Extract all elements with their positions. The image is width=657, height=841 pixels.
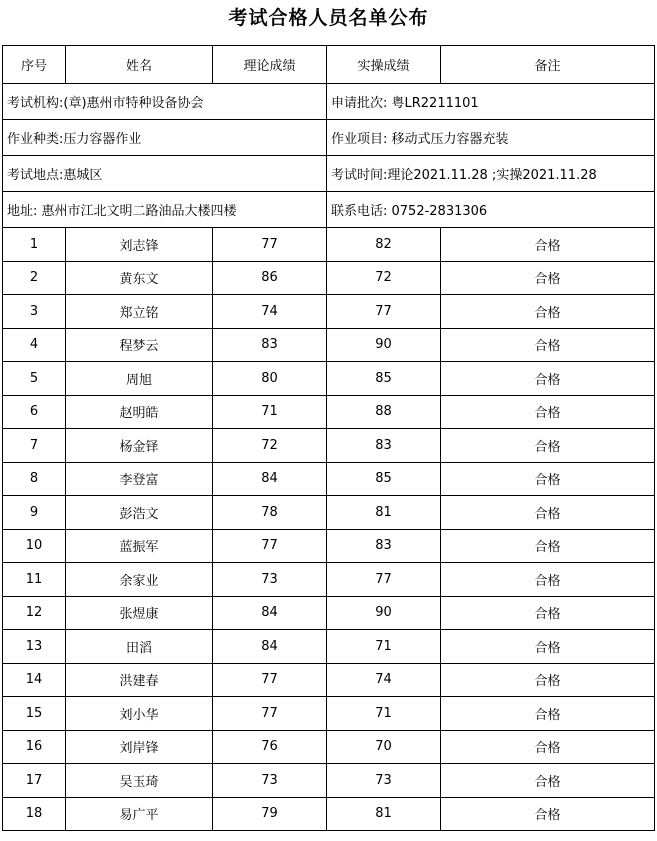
table-row — [3, 295, 655, 329]
table-row — [3, 697, 655, 731]
theory-score-cell: 80 — [213, 362, 327, 396]
table-row — [3, 462, 655, 496]
practical-score-cell: 70 — [327, 730, 441, 764]
practical-score-cell: 90 — [327, 596, 441, 630]
practical-score-cell: 83 — [327, 429, 441, 463]
name-cell: 易广平 — [66, 797, 213, 831]
name-cell: 黄东文 — [66, 261, 213, 295]
address: 地址: 惠州市江北文明二路油品大楼四楼 — [3, 192, 327, 228]
name-cell: 赵明皓 — [66, 395, 213, 429]
col-header-practical: 实操成绩 — [327, 46, 441, 84]
index-cell: 2 — [3, 261, 66, 295]
remark-cell: 合格 — [441, 362, 655, 396]
index-cell: 17 — [3, 764, 66, 798]
name-cell: 洪建春 — [66, 663, 213, 697]
remark-cell: 合格 — [441, 228, 655, 262]
practical-score-cell: 85 — [327, 462, 441, 496]
table-row — [3, 563, 655, 597]
approval-batch: 申请批次: 粤LR2211101 — [327, 84, 655, 120]
practical-score-cell: 81 — [327, 496, 441, 530]
practical-score-cell: 77 — [327, 295, 441, 329]
name-cell: 杨金铎 — [66, 429, 213, 463]
table-row — [3, 764, 655, 798]
name-cell: 刘小华 — [66, 697, 213, 731]
name-cell: 蓝振军 — [66, 529, 213, 563]
practical-score-cell: 71 — [327, 697, 441, 731]
theory-score-cell: 78 — [213, 496, 327, 530]
index-cell: 14 — [3, 663, 66, 697]
theory-score-cell: 77 — [213, 697, 327, 731]
table-row — [3, 797, 655, 831]
exam-org: 考试机构:(章)惠州市特种设备协会 — [3, 84, 327, 120]
table-row — [3, 261, 655, 295]
name-cell: 程梦云 — [66, 328, 213, 362]
practical-score-cell: 88 — [327, 395, 441, 429]
index-cell: 16 — [3, 730, 66, 764]
name-cell: 李登富 — [66, 462, 213, 496]
table-row — [3, 730, 655, 764]
index-cell: 18 — [3, 797, 66, 831]
col-header-theory: 理论成绩 — [213, 46, 327, 84]
table-row — [3, 429, 655, 463]
practical-score-cell: 73 — [327, 764, 441, 798]
practical-score-cell: 72 — [327, 261, 441, 295]
table-row — [3, 395, 655, 429]
work-category: 作业种类:压力容器作业 — [3, 120, 327, 156]
theory-score-cell: 84 — [213, 596, 327, 630]
theory-score-cell: 73 — [213, 563, 327, 597]
contact-phone: 联系电话: 0752-2831306 — [327, 192, 655, 228]
theory-score-cell: 77 — [213, 529, 327, 563]
practical-score-cell: 83 — [327, 529, 441, 563]
theory-score-cell: 72 — [213, 429, 327, 463]
name-cell: 田滔 — [66, 630, 213, 664]
index-cell: 8 — [3, 462, 66, 496]
col-header-name: 姓名 — [66, 46, 213, 84]
work-item: 作业项目: 移动式压力容器充装 — [327, 120, 655, 156]
index-cell: 11 — [3, 563, 66, 597]
theory-score-cell: 77 — [213, 228, 327, 262]
exam-time: 考试时间:理论2021.11.28 ;实操2021.11.28 — [327, 156, 655, 192]
index-cell: 6 — [3, 395, 66, 429]
remark-cell: 合格 — [441, 328, 655, 362]
index-cell: 7 — [3, 429, 66, 463]
table-row — [3, 529, 655, 563]
remark-cell: 合格 — [441, 462, 655, 496]
name-cell: 郑立铭 — [66, 295, 213, 329]
theory-score-cell: 86 — [213, 261, 327, 295]
theory-score-cell: 79 — [213, 797, 327, 831]
remark-cell: 合格 — [441, 429, 655, 463]
name-cell: 吴玉琦 — [66, 764, 213, 798]
index-cell: 10 — [3, 529, 66, 563]
table-row — [3, 496, 655, 530]
name-cell: 刘志锋 — [66, 228, 213, 262]
theory-score-cell: 84 — [213, 630, 327, 664]
remark-cell: 合格 — [441, 730, 655, 764]
name-cell: 余家业 — [66, 563, 213, 597]
results-body — [3, 228, 655, 831]
index-cell: 9 — [3, 496, 66, 530]
remark-cell: 合格 — [441, 563, 655, 597]
table-row — [3, 630, 655, 664]
practical-score-cell: 85 — [327, 362, 441, 396]
exam-info — [3, 84, 655, 228]
table-row — [3, 328, 655, 362]
theory-score-cell: 84 — [213, 462, 327, 496]
practical-score-cell: 81 — [327, 797, 441, 831]
practical-score-cell: 82 — [327, 228, 441, 262]
remark-cell: 合格 — [441, 630, 655, 664]
name-cell: 彭浩文 — [66, 496, 213, 530]
name-cell: 周旭 — [66, 362, 213, 396]
remark-cell: 合格 — [441, 797, 655, 831]
remark-cell: 合格 — [441, 764, 655, 798]
name-cell: 张煜康 — [66, 596, 213, 630]
practical-score-cell: 71 — [327, 630, 441, 664]
remark-cell: 合格 — [441, 596, 655, 630]
col-header-index: 序号 — [3, 46, 66, 84]
results-table — [2, 45, 655, 831]
remark-cell: 合格 — [441, 529, 655, 563]
header-row — [3, 46, 655, 84]
index-cell: 3 — [3, 295, 66, 329]
col-header-remark: 备注 — [441, 46, 655, 84]
index-cell: 4 — [3, 328, 66, 362]
practical-score-cell: 77 — [327, 563, 441, 597]
theory-score-cell: 83 — [213, 328, 327, 362]
name-cell: 刘岸锋 — [66, 730, 213, 764]
remark-cell: 合格 — [441, 496, 655, 530]
page-title: 考试合格人员名单公布 — [228, 7, 429, 29]
index-cell: 5 — [3, 362, 66, 396]
theory-score-cell: 74 — [213, 295, 327, 329]
remark-cell: 合格 — [441, 295, 655, 329]
practical-score-cell: 74 — [327, 663, 441, 697]
table-row — [3, 663, 655, 697]
theory-score-cell: 76 — [213, 730, 327, 764]
theory-score-cell: 73 — [213, 764, 327, 798]
remark-cell: 合格 — [441, 697, 655, 731]
remark-cell: 合格 — [441, 395, 655, 429]
table-row — [3, 596, 655, 630]
table-row — [3, 228, 655, 262]
index-cell: 15 — [3, 697, 66, 731]
table-row — [3, 362, 655, 396]
exam-location: 考试地点:惠城区 — [3, 156, 327, 192]
theory-score-cell: 77 — [213, 663, 327, 697]
index-cell: 12 — [3, 596, 66, 630]
practical-score-cell: 90 — [327, 328, 441, 362]
remark-cell: 合格 — [441, 261, 655, 295]
index-cell: 13 — [3, 630, 66, 664]
index-cell: 1 — [3, 228, 66, 262]
remark-cell: 合格 — [441, 663, 655, 697]
theory-score-cell: 71 — [213, 395, 327, 429]
